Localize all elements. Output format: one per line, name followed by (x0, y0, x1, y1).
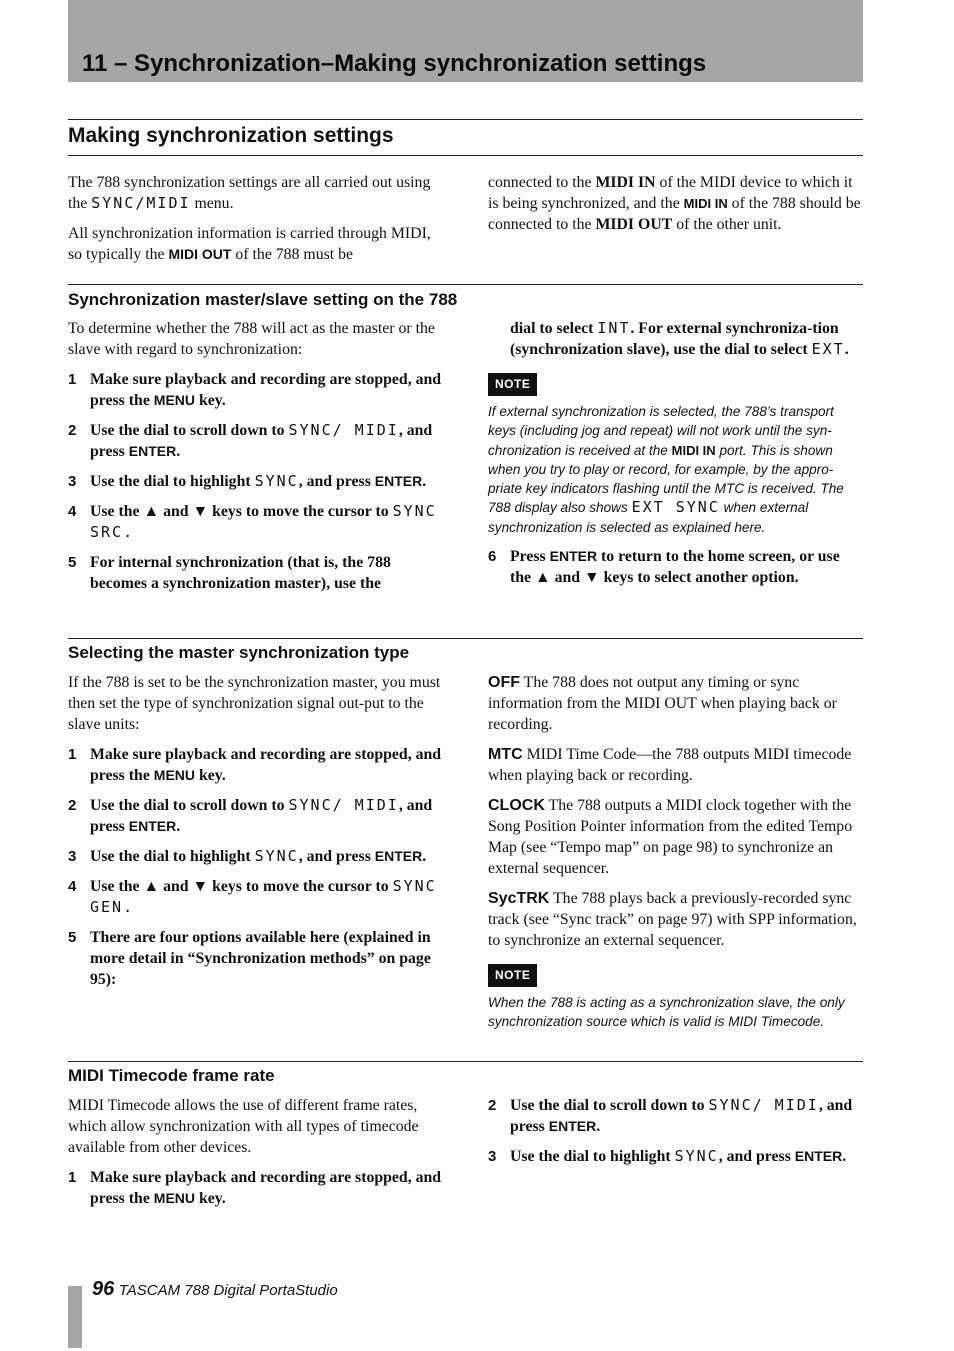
option-term: OFF (488, 674, 520, 691)
note-badge: NOTE (488, 964, 537, 987)
step-item: 1 Make sure playback and recording are stopped, and press the MENU key. (68, 746, 442, 784)
page-number: 96 (92, 1278, 115, 1300)
lcd-text: INT (597, 319, 631, 337)
key-label: MENU (153, 1190, 196, 1206)
section-title-making-sync: Making synchronization settings (68, 124, 394, 147)
option-clock: CLOCK The 788 outputs a MIDI clock together with the Song Position Pointer information from the edited Tempo Map (see “Tempo map” on page 98) to synchronize an external sequencer. (488, 797, 853, 877)
step-item: 4 Use the ▲ and ▼ keys to move the cursor to SYNC SRC. (68, 502, 437, 541)
section-title-master-type: Selecting the master synchronization type (68, 643, 410, 662)
intro-paragraph: All synchronization information is carried through MIDI, so typically the MIDI OUT of the 788 must be (68, 225, 431, 263)
key-label: MIDI OUT (168, 246, 232, 262)
step-item: 2 Use the dial to scroll down to SYNC/ MIDI, and press ENTER. (488, 1096, 853, 1135)
section-rule (68, 155, 863, 156)
step-item: 3 Use the dial to highlight SYNC, and press ENTER. (488, 1147, 847, 1165)
page-footer (92, 1278, 338, 1301)
chapter-title: 11 – Synchronization–Making synchronization settings (82, 50, 707, 77)
intro-right-column (488, 172, 863, 244)
step-item: 5 For internal synchronization (that is, the 788 becomes a synchronization master), use the (68, 554, 391, 592)
intro-paragraph: connected to the MIDI IN of the MIDI device to which it is being synchronized, and the MIDI IN of the 788 should be connected to the MIDI OUT of the other unit. (488, 174, 861, 233)
lcd-text: EXT SYNC (631, 498, 720, 517)
mtc-rate-left-column (68, 1095, 446, 1218)
key-label: ENTER (128, 443, 177, 459)
master-slave-left-column (68, 318, 446, 603)
lcd-text: SYNC (674, 1147, 719, 1165)
lcd-text: SYNC (254, 472, 299, 490)
mtc-rate-right-column (488, 1095, 863, 1176)
section-title-master-slave: Synchronization master/slave setting on the 788 (68, 290, 458, 309)
master-type-left-column (68, 672, 446, 999)
option-sytrk: SycTRK The 788 plays back a previously-recorded sync track (see “Sync track” on page 97) with SPP information, to synchronize an external sequencer. (488, 890, 857, 949)
key-label: MIDI IN (683, 196, 728, 211)
key-label: MENU (153, 767, 196, 783)
lcd-text: SYNC/ MIDI (288, 421, 399, 439)
key-label: ENTER (794, 1148, 843, 1164)
section-intro: MIDI Timecode allows the use of different frame rates, which allow synchronization with all types of timecode available from other devices. (68, 1097, 419, 1156)
key-label: ENTER (374, 473, 423, 489)
lcd-text: SYNC (254, 847, 299, 865)
intro-left-column (68, 172, 446, 274)
option-mtc: MTC MIDI Time Code—the 788 outputs MIDI timecode when playing back or recording. (488, 746, 852, 784)
step-item: 3 Use the dial to highlight SYNC, and press ENTER. (68, 472, 427, 490)
note-badge: NOTE (488, 373, 537, 396)
lcd-text: SYNC SRC. (90, 502, 437, 541)
section-rule (68, 638, 863, 639)
option-term: MTC (488, 746, 523, 763)
master-slave-right-column (488, 318, 863, 597)
key-label: ENTER (549, 548, 598, 565)
lcd-text: EXT (811, 340, 845, 358)
footer-bar (68, 1286, 82, 1348)
chapter-header-bar (68, 0, 863, 82)
section-rule (68, 1061, 863, 1062)
step-item: 5 There are four options available here (explained in more detail in “Synchronization methods” on page 95): (68, 929, 431, 988)
step-item: 3 Use the dial to highlight SYNC, and press ENTER. (68, 847, 427, 865)
note-text: When the 788 is acting as a synchronization slave, the only synchronization source which is valid is MIDI Timecode. (488, 995, 845, 1030)
option-off: OFF The 788 does not output any timing or sync information from the MIDI OUT when playing back or recording. (488, 674, 837, 733)
key-label: MIDI IN (671, 442, 716, 458)
step-continuation: dial to select INT. For external synchroniza-tion (synchronization slave), use the dial to select EXT. (510, 319, 849, 358)
footer-title: TASCAM 788 Digital PortaStudio (118, 1282, 338, 1299)
key-label: MENU (153, 392, 196, 408)
section-rule (68, 119, 863, 120)
step-item: 4 Use the ▲ and ▼ keys to move the cursor to SYNC GEN. (68, 877, 437, 916)
lcd-text: SYNC/ MIDI (708, 1096, 819, 1114)
option-term: CLOCK (488, 797, 545, 814)
lcd-text: SYNC GEN. (90, 877, 437, 916)
step-item: 2 Use the dial to scroll down to SYNC/ MIDI, and press ENTER. (68, 421, 433, 460)
step-item: 2 Use the dial to scroll down to SYNC/ MIDI, and press ENTER. (68, 796, 433, 835)
key-label: ENTER (128, 818, 177, 834)
lcd-text: SYNC/ MIDI (288, 796, 399, 814)
intro-paragraph: The 788 synchronization settings are all carried out using the SYNC/MIDI menu. (68, 174, 431, 212)
option-term: SycTRK (488, 890, 550, 907)
section-intro: If the 788 is set to be the synchronization master, you must then set the type of synchronization signal out-put to the slave units: (68, 674, 441, 733)
lcd-text: SYNC/MIDI (91, 194, 191, 212)
master-type-right-column (488, 672, 863, 1041)
section-title-mtc-rate: MIDI Timecode frame rate (68, 1066, 275, 1085)
note-text: If external synchronization is selected, the 788’s transport keys (including jog and repeat) will not work until the syn-chronization is received at the MIDI IN port. This is shown when you try to play or record, for example, by the appro-priate key indicators flashing until the MTC is received. The 788 display also shows EXT SYNC when external synchronization is selected as explained here. (488, 404, 844, 535)
step-item: 1 Make sure playback and recording are stopped, and press the MENU key. (68, 1169, 442, 1207)
step-item: 6 Press ENTER to return to the home screen, or use the ▲ and ▼ keys to select another option. (488, 548, 840, 587)
key-label: ENTER (548, 1118, 597, 1134)
key-label: ENTER (374, 848, 423, 864)
section-rule (68, 284, 863, 285)
step-item: 1 Make sure playback and recording are stopped, and press the MENU key. (68, 371, 442, 409)
section-intro: To determine whether the 788 will act as the master or the slave with regard to synchronization: (68, 320, 435, 358)
